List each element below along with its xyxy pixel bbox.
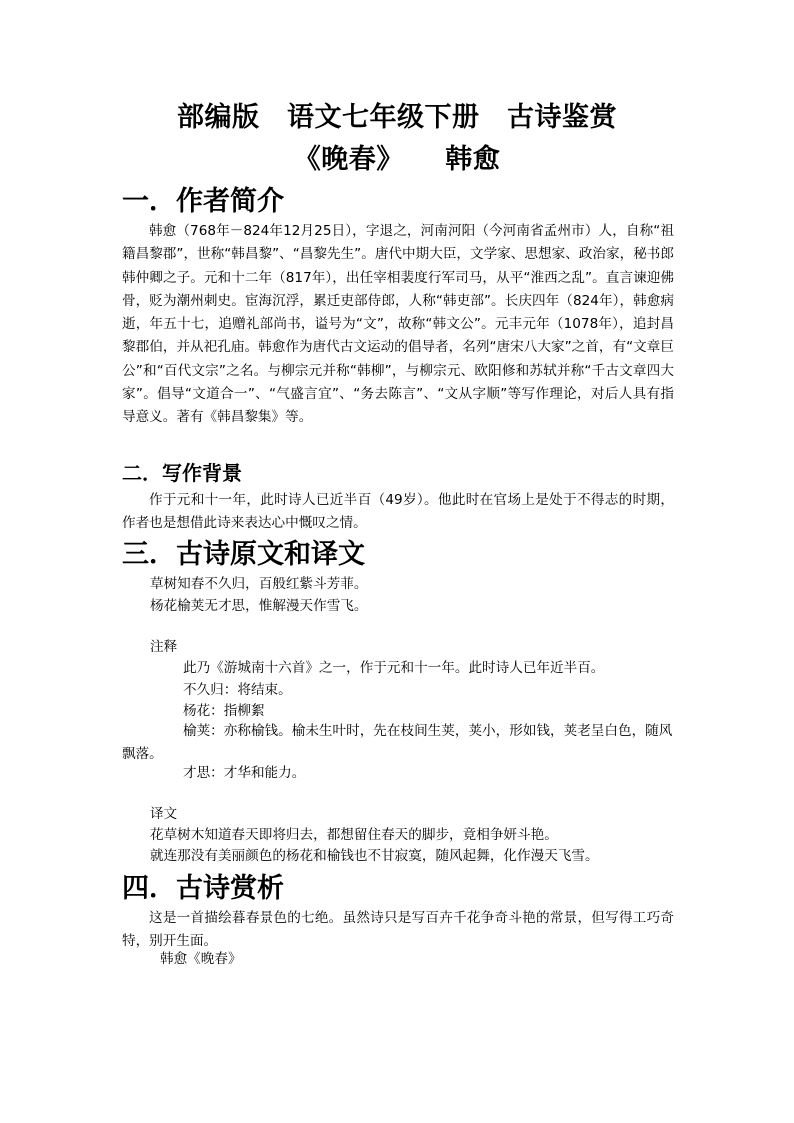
section-heading-background: 二．写作背景	[122, 461, 242, 485]
note-item: 不久归：将结束。	[183, 682, 292, 698]
note-item: 杨花：指柳絮	[183, 703, 265, 719]
poem-title-author: 《晚春》 韩愈	[293, 144, 501, 175]
appreciation-paragraph: 这是一首描绘暮春景色的七绝。虽然诗只是写百卉千花争奇斗艳的常景，但写得工巧奇特，别开生面。	[122, 910, 674, 950]
poem-line-2: 杨花榆荚无才思，惟解漫天作雪飞。	[150, 598, 368, 614]
section-heading-poem-translation: 三．古诗原文和译文	[122, 539, 365, 570]
poem-source: 韩愈《晚春》	[160, 951, 242, 967]
translation-line-1: 花草树木知道春天即将归去，都想留住春天的脚步，竟相争妍斗艳。	[150, 827, 558, 843]
section-heading-author-intro: 一．作者简介	[122, 186, 284, 217]
note-item: 才思：才华和能力。	[183, 765, 306, 781]
author-intro-paragraph: 韩愈（768年－824年12月25日），字退之，河南河阳（今河南省孟州市）人，自称“祖籍昌黎郡”，世称“韩昌黎”、“昌黎先生”。唐代中期大臣，文学家、思想家、政治家，秘书郎韩仲卿之子。元和十二年（817年），出任宰相裴度行军司马，从平“淮西之乱”。直言谏迎佛骨，贬为潮州刺史。宦海沉浮，累迁吏部侍郎，人称“韩吏部”。长庆四年（824年），韩愈病逝，年五十七，追赠礼部尚书，谥号为“文”，故称“韩文公”。元丰元年（1078年），追封昌黎郡伯，并从祀孔庙。韩愈作为唐代古文运动的倡导者，名列“唐宋八大家”之首，有“文章巨公”和“百代文宗”之名。与柳宗元并称“韩柳”，与柳宗元、欧阳修和苏轼并称“千古文章四大家”。倡导“文道合一”、“气盛言宜”、“务去陈言”、“文从字顺”等写作理论，对后人具有指导意义。著有《韩昌黎集》等。	[122, 223, 674, 426]
poem-line-1: 草树知春不久归，百般红紫斗芳菲。	[150, 576, 368, 592]
note-item: 榆荚：亦称榆钱。榆未生叶时，先在枝间生荚，荚小，形如钱，荚老呈白色，随风飘落。	[122, 723, 673, 762]
translation-label: 译文	[150, 806, 178, 822]
note-item: 此乃《游城南十六首》之一，作于元和十一年。此时诗人已年近半百。	[183, 660, 605, 676]
notes-label: 注释	[150, 639, 178, 655]
background-paragraph: 作于元和十一年，此时诗人已近半百（49岁）。他此时在官场上是处于不得志的时期，作者也是想借此诗来表达心中慨叹之情。	[122, 492, 674, 532]
translation-line-2: 就连那没有美丽颜色的杨花和榆钱也不甘寂寞，随风起舞，化作漫天飞雪。	[150, 848, 599, 864]
section-heading-appreciation: 四．古诗赏析	[122, 873, 284, 904]
document-title: 部编版 语文七年级下册 古诗鉴赏	[177, 102, 617, 133]
